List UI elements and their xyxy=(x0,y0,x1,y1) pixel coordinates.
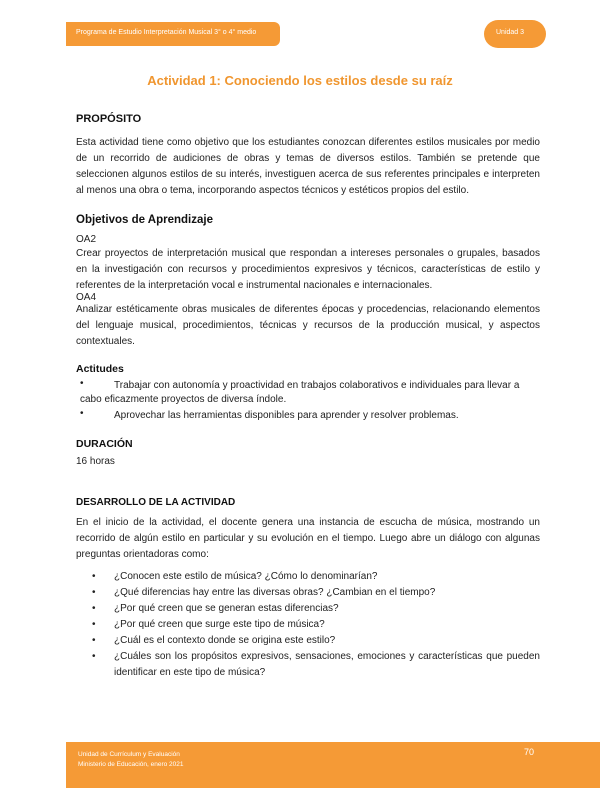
duracion-heading: DURACIÓN xyxy=(76,438,133,450)
actitudes-item-2: Aprovechar las herramientas disponibles para aprender y resolver problemas. xyxy=(114,410,459,421)
oa2-code: OA2 xyxy=(76,234,97,245)
bullet-icon: • xyxy=(92,587,96,598)
proposito-heading: PROPÓSITO xyxy=(76,113,142,125)
question-item: • ¿Conocen este estilo de música? ¿Cómo lo denominarían? xyxy=(92,569,540,585)
question-item: • ¿Qué diferencias hay entre las diversas obras? ¿Cambian en el tiempo? xyxy=(92,585,540,601)
oa4-text: Analizar estéticamente obras musicales de diferentes épocas y procedencias, relacionando elementos del lenguaje musical, procedimientos, técnicas y recursos de la producción musical, y aspectos contextuales. xyxy=(76,304,540,347)
desarrollo-heading: DESARROLLO DE LA ACTIVIDAD xyxy=(76,497,236,508)
question-item: • ¿Cuáles son los propósitos expresivos, sensaciones, emociones y características que pueden identificar en este tipo de música? xyxy=(92,651,540,678)
actitudes-bullet-2: • xyxy=(80,408,84,419)
objetivos-heading: Objetivos de Aprendizaje xyxy=(76,214,213,226)
footer-unit: Unidad de Currículum y Evaluación xyxy=(78,751,180,758)
question-item: • ¿Cuál es el contexto donde se origina este estilo? xyxy=(92,633,540,649)
oa2-text: Crear proyectos de interpretación musical que respondan a intereses personales o grupales, basados en la investigación con recursos y procedimientos expresivos y técnicos, características de estilo y referentes de la interpretación vocal e instrumental nacionales e internacionales. xyxy=(76,248,540,291)
question-item: • ¿Por qué creen que surge este tipo de música? xyxy=(92,617,540,633)
proposito-text: Esta actividad tiene como objetivo que los estudiantes conozcan diferentes estilos musicales por medio de un recorrido de audiciones de obras y temas de diversos estilos. También se pretende que seleccionen algunos estilos de su interés, investiguen acerca de sus referentes principales e interpreten al menos una obra o tema, incorporando aspectos técnicos y estéticos propios del estilo. xyxy=(76,137,540,196)
actitudes-item-1-line-1: Trabajar con autonomía y proactividad en trabajos colaborativos e individuales para llevar a xyxy=(114,380,520,391)
activity-title: Actividad 1: Conociendo los estilos desde su raíz xyxy=(147,73,453,88)
unit-label: Unidad 3 xyxy=(496,29,525,36)
footer-ministry: Ministerio de Educación, enero 2021 xyxy=(78,761,184,768)
bullet-icon: • xyxy=(92,571,96,582)
bullet-icon: • xyxy=(92,651,96,662)
bullet-icon: • xyxy=(92,635,96,646)
question-item: • ¿Por qué creen que se generan estas diferencias? xyxy=(92,601,540,617)
bullet-icon: • xyxy=(92,619,96,630)
duracion-value: 16 horas xyxy=(76,456,115,467)
page-number: 70 xyxy=(524,747,535,757)
questions-list xyxy=(92,569,540,681)
bullet-icon: • xyxy=(92,603,96,614)
desarrollo-text: En el inicio de la actividad, el docente genera una instancia de escucha de música, mostrando un recorrido de algún estilo en particular y su evolución en el tiempo. Luego abre un diálogo con algunas preguntas orientadoras como: xyxy=(76,517,540,560)
actitudes-bullet-1: • xyxy=(80,378,84,389)
actitudes-item-1-line-2: cabo eficazmente proyectos de diversa índole. xyxy=(80,394,287,405)
program-title: Programa de Estudio Interpretación Musical 3° o 4° medio xyxy=(76,29,257,36)
oa4-code: OA4 xyxy=(76,292,97,303)
actitudes-heading: Actitudes xyxy=(76,363,124,375)
